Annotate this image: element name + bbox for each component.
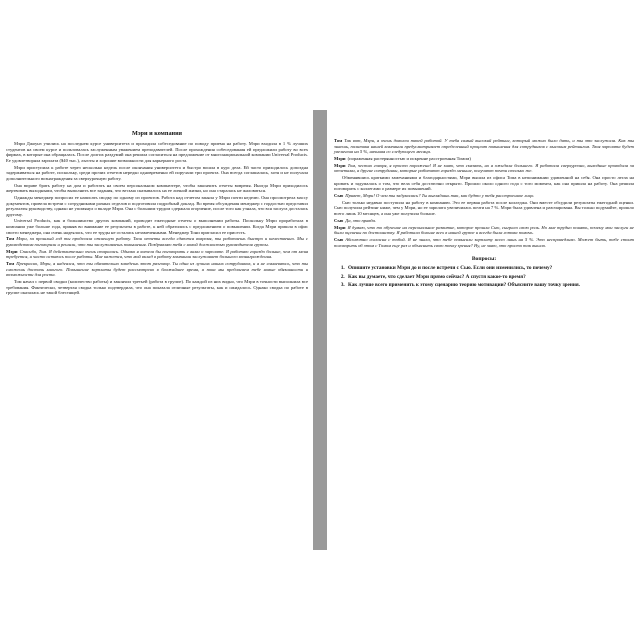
dialogue-line: [334, 138, 634, 155]
document-title: Мэри и компания: [131, 130, 183, 137]
speaker-name: Мэри: [334, 162, 346, 168]
paragraph: Мэри приступила к работе через несколько недель после окончания университета и быстро вошла в курс дела. Ей часто приходилось допоздна задерживаться на работе, поскольку, среди прочих отчетов нередко одновременно ей поручали три проекта. Она всегда соглашалась, хотя и не получала дополнительного вознаграждения за сверхурочную работу.: [6, 164, 308, 181]
left-page: [0, 8, 312, 632]
right-page-body: [334, 138, 634, 248]
speaker-name: Мэри: [6, 248, 18, 254]
dialogue-line: [334, 163, 634, 174]
paragraph: Том начал с первой сводки (количество работы) и закончил третьей (работа в группе). По каждой из них видно, что Мэри в точности выполнила все требования. Фактически, четвертая сводка только подтвердила, что она показала отличные результаты, как и ожидалось. Однако сводка по работе в группе оказалась не такой блестящей.: [6, 279, 308, 296]
paragraph-text: (пораженная растерянностью и искренне расстроенная Томом): [347, 155, 471, 161]
paragraph: Она вправе брать работу на дом и работать на своем персональном компьютере, чтобы закончить отчеты вовремя. Иногда Мэри приходилось жертвовать выходными, чтобы выполнить все задания, что весьма сказывалось на ее личной жизни, но она старалась не жаловаться.: [6, 182, 308, 194]
speaker-name: Мэри: [334, 155, 346, 161]
speaker-name: Сью: [334, 193, 344, 199]
questions-title: Вопросы:: [471, 256, 497, 263]
dialogue-line: [334, 225, 634, 236]
speaker-name: Том: [6, 236, 15, 242]
questions-list: [334, 265, 634, 288]
dialogue-line: [334, 218, 634, 224]
paragraph: Universal Products, как и большинство других компаний, проводит ежегодные отчеты о выполнении работы. Поскольку Мэри проработала в компании уже больше года, приняв во внимание ее результаты в работе, к ней обратились с предложением о повышении. Когда Мэри пришла в офис своего менеджера, она очень надеялась, что ее труды не остались незамеченными. Менеджер Тони пригласил ее присесть.: [6, 218, 308, 235]
dialogue-text: Спасибо, Том. Я действительно очень старалась. Однако я хотела бы поговорить с вами о зарплате. Я работаю гораздо больше, чем от меня требуется, и часто остаюсь после работы. Мне кажется, что мой вклад в работу компании заслуживает большего вознаграждения.: [6, 248, 308, 260]
dialogue-text: Абсолютно согласна с тобой. Я не знала, что тебе повысили зарплату всего лишь на 5 %. Это несправедливо. Может быть, тебе стоит поговорить об этом с Томом еще раз и объяснить свою точку зрения? Ну, не знаю, это просто так вышло.: [334, 237, 634, 248]
page-gutter: [313, 110, 327, 550]
left-page-body: [6, 141, 308, 296]
dialogue-text: Том, честно говоря, я просто поражена! Я не знаю, что сказать, но я ожидала большего. Я работала сверхурочно, выходные проводила за отчетами, а другие сотрудники, которые работают гораздо меньше, получают почти столько же.: [334, 162, 634, 174]
dialogue-line: [334, 237, 634, 248]
dialogue-text: Да, это правда.: [345, 217, 377, 223]
dialogue-text: Мэри, за прошлый год ты проделала отличную работу. Твои отчеты всегда сдаются вовремя, ты работаешь быстро и качественно. Мы с руководством поговорили и решили, что ты заслуживаешь повышения. Поздравляю тебя с новой должностью руководителя группы.: [6, 236, 308, 248]
speaker-name: Сью: [334, 217, 344, 223]
speaker-name: Мэри: [334, 224, 346, 230]
dialogue-text: Я думаю, что то обучение на персональное развитие, которое прошла Сью, сыграло свою роль. Но мне трудно понять, почему мои заслуги не были оценены по достоинству. Я работала больше всех в нашей группе и всегда была готова помочь.: [334, 224, 634, 236]
question-item: 2. Как вы думаете, что сделает Мэри прямо сейчас? А спустя какое-то время?: [346, 274, 634, 280]
paragraph: Однажды менеджер попросил ее написать сводку по одному из проектов. Работа над отчетом заняла у Мэри почти неделю. Она просмотрела массу документов, провела встречи с сотрудниками разных отделов и подготовила подробный доклад. Во время обсуждения менеджер с гордостью представил результаты руководству, однако не упомянул о вкладе Мэри. Она с большим трудом сдержала огорчение, после того как узнала, что вся заслуга досталась другому.: [6, 194, 308, 217]
dialogue-line: [6, 249, 308, 260]
speaker-name: Том: [334, 138, 343, 143]
dialogue-line: [334, 193, 634, 199]
paragraph: Сью только недавно поступила на работу в компанию. Это ее первая работа после колледжа. Они вместе обсудили результаты ежегодной оценки. Сью получила рейтинг ниже, чем у Мэри, но ее зарплата увеличилась почти на 7 %. Мэри была удивлена и разочарована. Вы только подумайте, прошло всего лишь 10 месяцев, а она уже получила больше.: [334, 199, 634, 217]
paragraph: Обменявшись краткими замечаниями и благодарностями, Мэри вышла из офиса Тома в непонимании удавленной на себя. Она просто легла на кровать и задумалась о том, что вела себя достаточно открыто. Прошло около одного года с того момента, как она пришла на работу. Она решила поговорить с коллегами о размере их повышений.: [334, 175, 634, 192]
question-item: 1. Опишите установки Мэри до и после встречи с Сью. Если они изменились, то почему?: [346, 265, 634, 271]
question-item: 3. Как лучше всего применить к этому сценарию теорию мотивации? Объясните вашу точку зрения.: [346, 282, 634, 288]
dialogue-text: Привет, Мэри! О чем ты задумалась? Ты выглядишь так, как будто у тебя расстроенное лицо.: [345, 193, 535, 199]
dialogue-text: Прекрасно, Мэри, я надеялся, что ты обязательно заведешь этот разговор. Ты одна из лучших наших сотрудников, и я не сомневаюсь, что ты сможешь достичь многого. Повышение зарплаты будет рассмотрено в ближайшее время, а пока мы предлагаем тебе новые обязанности и возможности для роста.: [6, 261, 308, 278]
paragraph: Мэри Джоунз учились на последнем курсе университета и проходила собеседование по поводу приема на работу. Мэри входила в 1 % лучших студентов на своем курсе и пользовалась заслуженным уважением преподавателей. После прохождения собеседования ей предложили работу во всех фирмах, в которые она обращалась. После долгих раздумий она решила согласиться на предложение от многонациональной компании Universal Products. Ее удовлетворяла зарплата ($40 тыс.), льготы и хорошие возможности для карьерного роста.: [6, 141, 308, 163]
right-page: [328, 8, 640, 632]
speaker-name: Сью: [334, 237, 344, 242]
speaker-name: Том: [6, 261, 15, 267]
dialogue-line: [6, 236, 308, 247]
paragraph: [334, 156, 634, 162]
dialogue-text: Так вот, Мэри, я очень доволен твоей работой. У тебя самый высокий рейтинг, который можно было дать, и ты это заслужила. Как ты знаешь, политика нашей компании предусматривает определенный процент повышения для сотрудников с высоким рейтингом. Твоя зарплата будет увеличена на 5 %, начиная со следующего месяца.: [334, 138, 634, 155]
dialogue-line: [6, 261, 308, 278]
